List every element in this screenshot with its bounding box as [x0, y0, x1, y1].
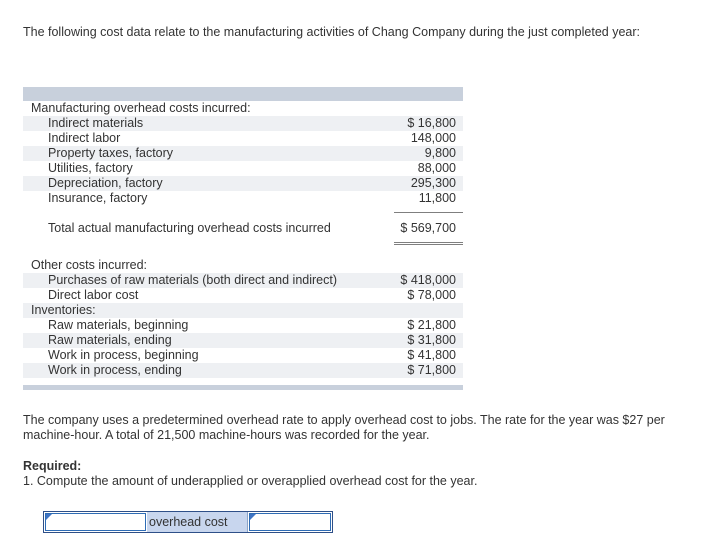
row-label: Depreciation, factory — [48, 176, 163, 190]
table-header-bar — [23, 87, 463, 101]
dropdown-corner-icon — [46, 514, 52, 520]
table-row — [23, 176, 463, 191]
row-label: Insurance, factory — [48, 191, 148, 205]
row-value: 295,300 — [410, 176, 456, 190]
row-label: Work in process, beginning — [48, 348, 199, 362]
row-value: $ 21,800 — [407, 318, 456, 332]
intro-paragraph: The following cost data relate to the manufacturing activities of Chang Company during the just completed year: — [23, 25, 641, 39]
requirement-text: 1. Compute the amount of underapplied or overapplied overhead cost for the year. — [23, 474, 478, 488]
row-value: $ 31,800 — [407, 333, 456, 347]
table-row — [23, 363, 463, 378]
row-label: Indirect labor — [48, 131, 121, 145]
row-label: Purchases of raw materials (both direct and indirect) — [48, 273, 338, 287]
row-label: Work in process, ending — [48, 363, 182, 377]
answer-row — [43, 511, 333, 533]
row-value: $ 71,800 — [407, 363, 456, 377]
table-row — [23, 191, 463, 206]
row-label: Raw materials, ending — [48, 333, 172, 347]
row-value: $ 78,000 — [407, 288, 456, 302]
row-value: 9,800 — [424, 146, 456, 160]
row-label: Indirect materials — [48, 116, 144, 130]
total-label: Total actual manufacturing overhead costs incurred — [48, 221, 331, 235]
row-label: Direct labor cost — [48, 288, 139, 302]
other-heading: Other costs incurred: — [31, 258, 148, 272]
inventories-heading: Inventories: — [31, 303, 96, 317]
overhead-cost-label: overhead cost — [147, 512, 248, 532]
rate-paragraph: The company uses a predetermined overhead rate to apply overhead cost to jobs. The rate for the year was $27 per machine-hour. A total of 21,500 machine-hours was recorded for the year. — [23, 413, 665, 442]
row-value: $ 418,000 — [400, 273, 456, 287]
table-footer-bar — [23, 385, 463, 390]
table-row — [23, 131, 463, 146]
other-heading-row — [23, 258, 463, 273]
table-row — [23, 273, 463, 288]
overhead-heading: Manufacturing overhead costs incurred: — [31, 101, 251, 115]
row-value: 11,800 — [418, 191, 456, 205]
table-row — [23, 146, 463, 161]
row-label: Raw materials, beginning — [48, 318, 189, 332]
required-label: Required: — [23, 459, 82, 473]
inventories-heading-row — [23, 303, 463, 318]
dropdown-corner-icon — [250, 514, 256, 520]
table-row — [23, 333, 463, 348]
overhead-heading-row — [23, 101, 463, 116]
table-row — [23, 318, 463, 333]
row-label: Property taxes, factory — [48, 146, 174, 160]
subtotal-rule — [394, 212, 463, 213]
total-value: $ 569,700 — [400, 221, 456, 235]
under-over-applied-input[interactable] — [45, 513, 146, 531]
table-row — [23, 161, 463, 176]
total-double-rule — [394, 242, 463, 245]
row-value: $ 16,800 — [407, 116, 456, 130]
total-row — [23, 221, 463, 236]
table-row — [23, 288, 463, 303]
row-label: Utilities, factory — [48, 161, 133, 175]
row-value: 148,000 — [410, 131, 456, 145]
table-row — [23, 348, 463, 363]
table-row — [23, 116, 463, 131]
row-value: $ 41,800 — [407, 348, 456, 362]
row-value: 88,000 — [417, 161, 456, 175]
overhead-amount-input[interactable] — [249, 513, 331, 531]
